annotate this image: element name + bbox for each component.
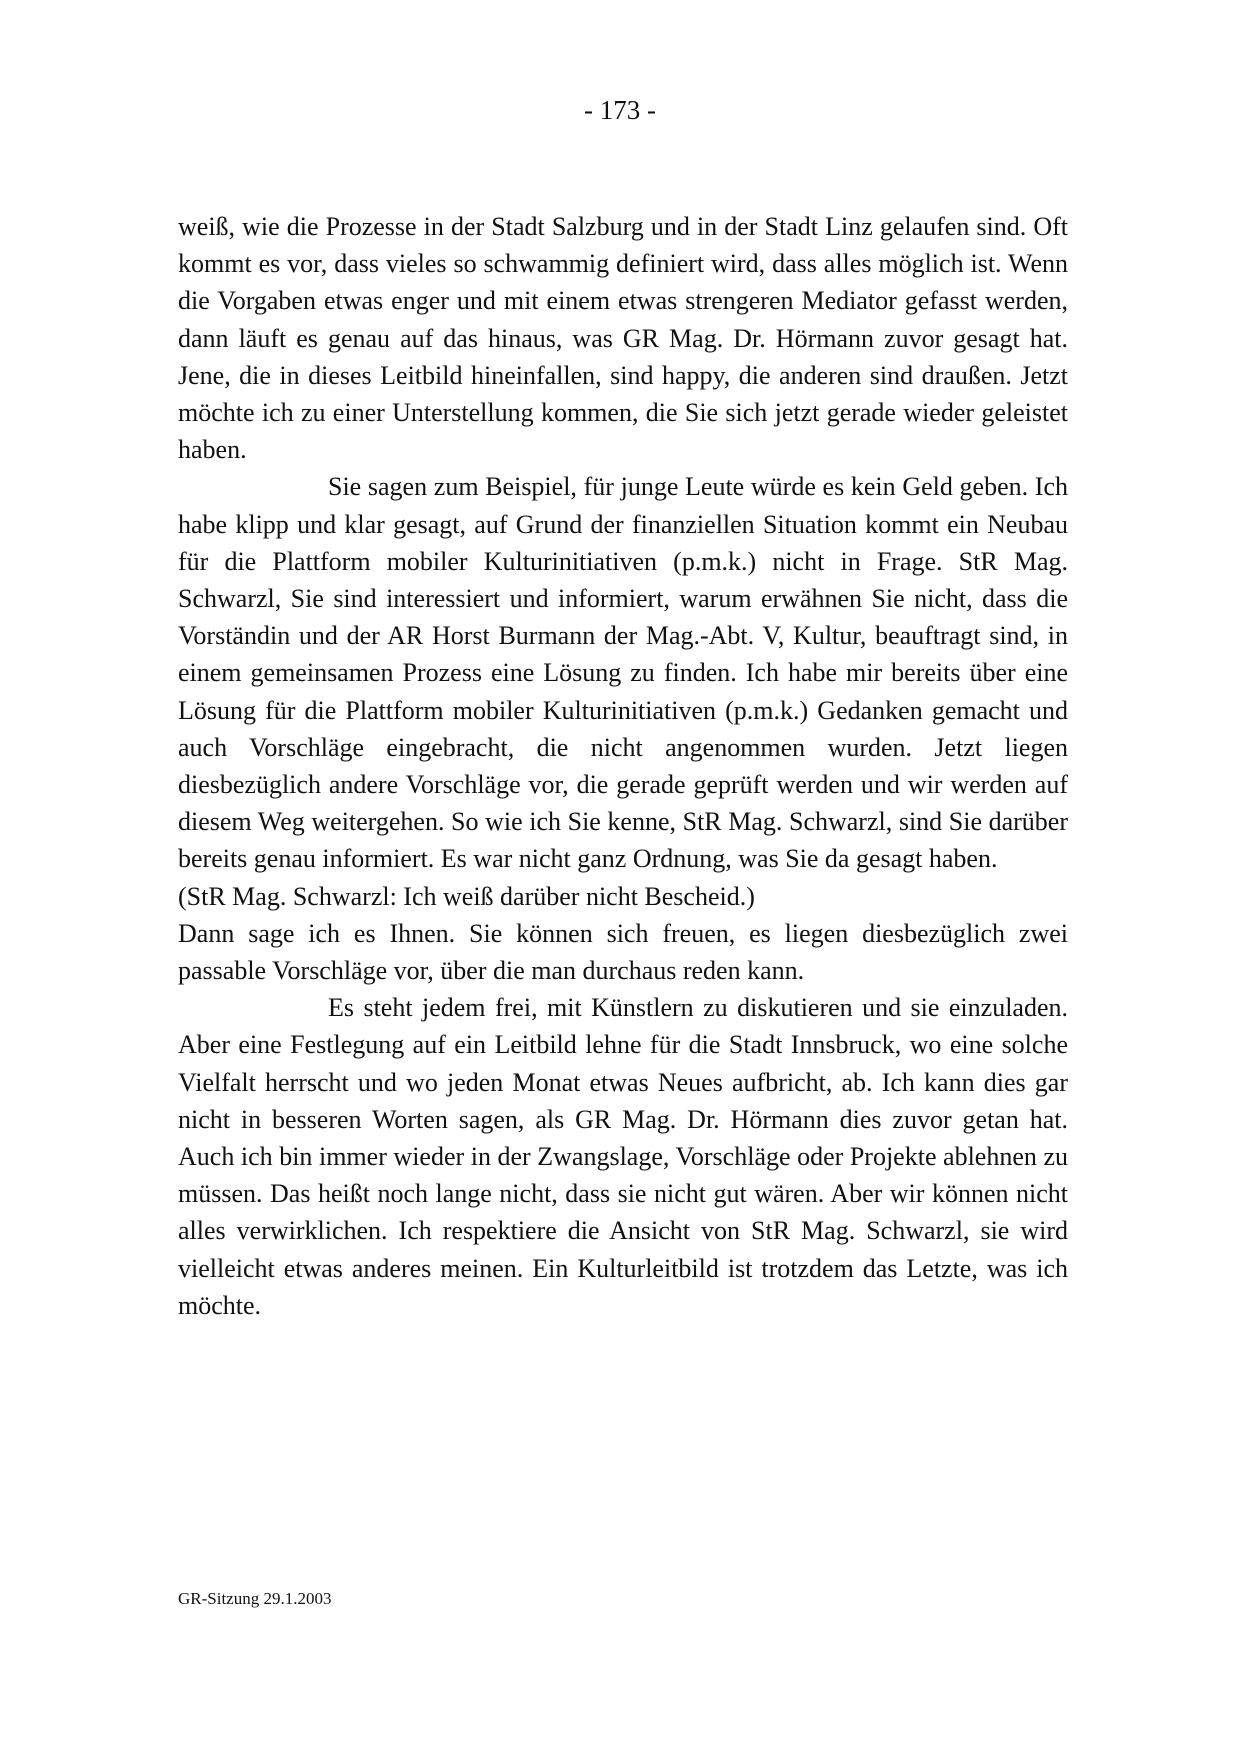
interjection: (StR Mag. Schwarzl: Ich weiß darüber nicht Bescheid.)	[178, 881, 755, 911]
paragraph-continuation: weiß, wie die Prozesse in der Stadt Salzburg und in der Stadt Linz gelaufen sind. Oft kommt es vor, dass vieles so schwammig definiert wird, dass alles möglich ist. Wenn die Vorgaben etwas enger und mit einem etwas strengeren Mediator gefasst werden, dann läuft es genau auf das hinaus, was GR Mag. Dr. Hörmann zuvor gesagt hat. Jene, die in dieses Leitbild hineinfallen, sind happy, die anderen sind draußen. Jetzt möchte ich zu einer Unterstellung kommen, die Sie sich jetzt gerade wieder geleistet haben.	[178, 212, 1068, 465]
paragraph-reply: Dann sage ich es Ihnen. Sie können sich freuen, es liegen diesbezüglich zwei passable Vorschläge vor, über die man durchaus reden kann.	[178, 918, 1068, 986]
document-body	[178, 208, 1068, 1324]
page-footer: GR-Sitzung 29.1.2003	[178, 1589, 332, 1608]
page-number: - 173 -	[584, 95, 656, 125]
paragraph-closing: Es steht jedem frei, mit Künstlern zu diskutieren und sie einzuladen. Aber eine Festlegung auf ein Leitbild lehne für die Stadt Innsbruck, wo eine solche Vielfalt herrscht und wo jeden Monat etwas Neues aufbricht, ab. Ich kann dies gar nicht in besseren Worten sagen, als GR Mag. Dr. Hörmann dies zuvor getan hat. Auch ich bin immer wieder in der Zwangslage, Vorschläge oder Projekte ablehnen zu müssen. Das heißt noch lange nicht, dass sie nicht gut wären. Aber wir können nicht alles verwirklichen. Ich respektiere die Ansicht von StR Mag. Schwarzl, sie wird vielleicht etwas anderes meinen. Ein Kulturleitbild ist trotzdem das Letzte, was ich möchte.	[178, 993, 1068, 1320]
paragraph-speech: Sie sagen zum Beispiel, für junge Leute würde es kein Geld geben. Ich habe klipp und klar gesagt, auf Grund der finanziellen Situation kommt ein Neubau für die Plattform mobiler Kulturinitiativen (p.m.k.) nicht in Frage. StR Mag. Schwarzl, Sie sind interessiert und informiert, warum erwähnen Sie nicht, dass die Vorständin und der AR Horst Burmann der Mag.-Abt. V, Kultur, beauftragt sind, in einem gemeinsamen Prozess eine Lösung zu finden. Ich habe mir bereits über eine Lösung für die Plattform mobiler Kulturinitiativen (p.m.k.) Gedanken gemacht und auch Vorschläge eingebracht, die nicht angenommen wurden. Jetzt liegen diesbezüglich andere Vorschläge vor, die gerade geprüft werden und wir werden auf diesem Weg weitergehen. So wie ich Sie kenne, StR Mag. Schwarzl, sind Sie darüber bereits genau informiert. Es war nicht ganz Ordnung, was Sie da gesagt haben.	[178, 472, 1068, 874]
